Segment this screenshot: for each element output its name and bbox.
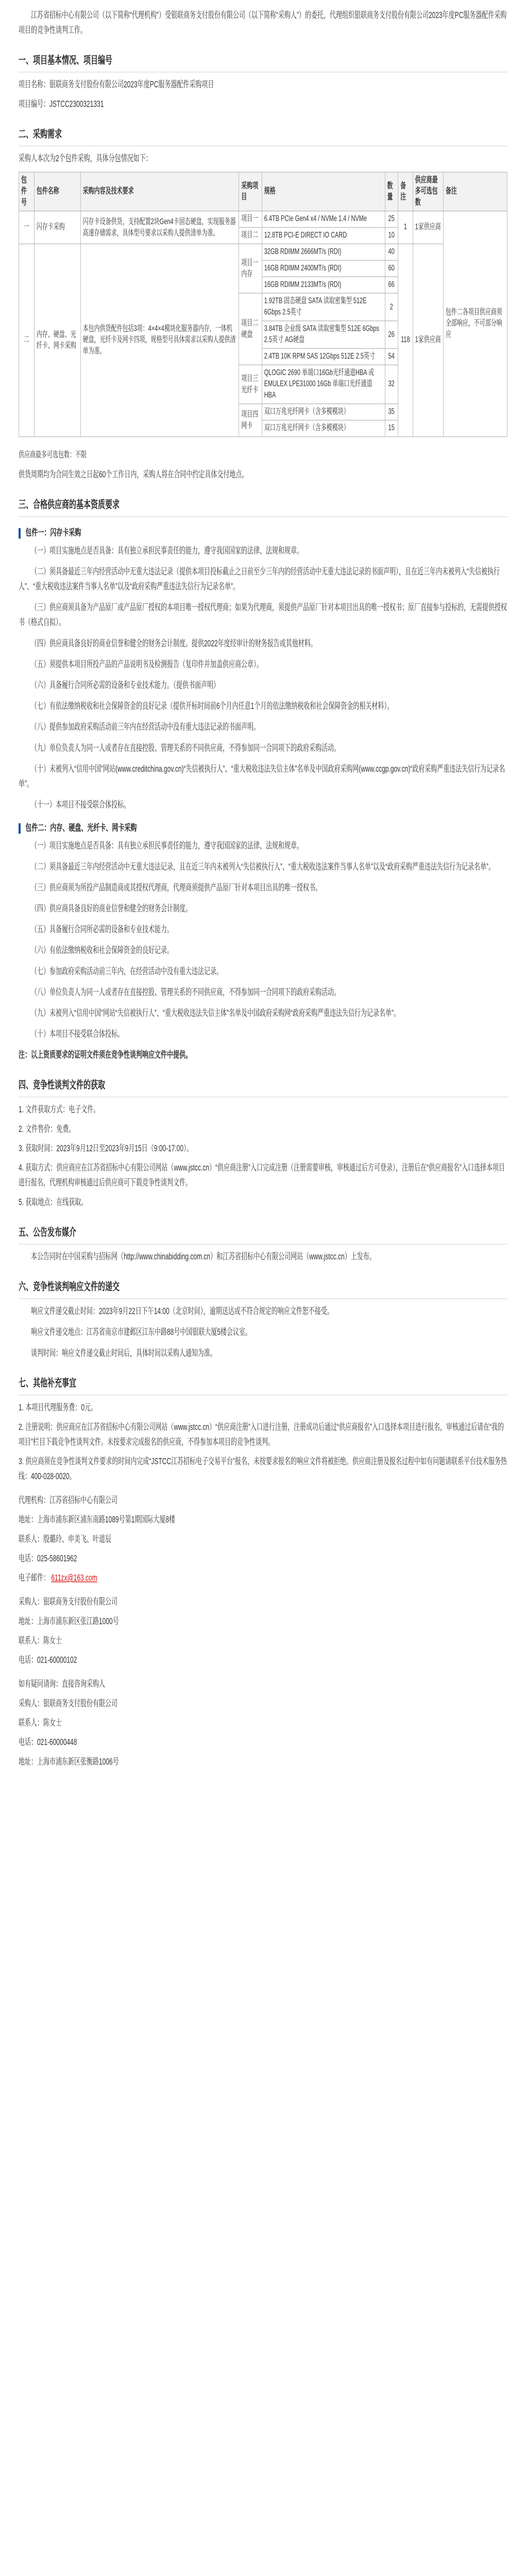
agent-people: 联系人：殷璐玲、申美飞、叶道辰 bbox=[19, 1533, 112, 1545]
col-pkg-name: 包件名称 bbox=[34, 172, 80, 211]
pkg2-req: （三）供应商须为所投产品制造商或其授权代理商，代理商须提供产品原厂针对本项目出具的唯一授权书。 bbox=[31, 882, 322, 893]
pkg1-req: （十）未被列入“信用中国”网站(www.creditchina.gov.cn)“失信被执行人”、“重大税收违法失信主体”名单及中国政府采购网(www.ccgp.gov.cn)“政府采购严重违法失信行为记录名单”。 bbox=[19, 763, 505, 789]
section-5-title bbox=[19, 1225, 507, 1245]
submission-item: 响应文件递交地点：江苏省南京市建邺区江东中路88号中国银联大厦5楼会议室。 bbox=[31, 1327, 252, 1337]
pkg2-req: （十）本项目不接受联合体投标。 bbox=[31, 1028, 124, 1039]
inquiry-buyer: 采购人：银联商务支付股份有限公司 bbox=[19, 1698, 118, 1709]
submission-item: 响应文件递交截止时间：2023年9月22日下午14:00（北京时间），逾期送达或不符合规定的响应文件恕不接受。 bbox=[31, 1306, 333, 1316]
cell-vendor-note: 1家供应商 bbox=[413, 244, 443, 436]
pkg1-req: （二）须具备最近三年内经营活动中无重大违法记录（提供本项目投标截止之日前至少三年内的经营活动中无重大违法记录的书面声明），且在近三年内未被列入“失信被执行人”、“重大税收违法案件当事人名单”以及“政府采购严重违法失信行为记录名单”。 bbox=[19, 566, 500, 592]
cell-description: 闪存卡设备供货，支持配置2块Gen4卡固态硬盘，实现服务器高速存储需求，具体型号要求以采购人提供清单为准。 bbox=[80, 211, 239, 244]
cell-qty: 26 bbox=[385, 321, 398, 349]
pkg1-req: （九）单位负责人为同一人或者存在直接控股、管理关系的不同供应商，不得参加同一合同项下的政府采购活动。 bbox=[31, 742, 341, 753]
col-remark: 备注 bbox=[443, 172, 507, 211]
cell-qty: 25 bbox=[385, 211, 398, 228]
table-row bbox=[19, 211, 507, 228]
pkg2-req: （九）未被列入“信用中国”网站“失信被执行人”、“重大税收违法失信主体”名单及中国政府采购网“政府采购严重违法失信行为记录名单”。 bbox=[31, 1008, 400, 1019]
cell-item: 项目一内存 bbox=[239, 244, 262, 293]
supplement-item: 1. 本项目代理服务费：0元。 bbox=[19, 1402, 97, 1413]
section-divider bbox=[19, 1298, 507, 1299]
col-max: 供应商最多可选包数 bbox=[413, 172, 443, 211]
qualification-notice: 注：以上资质要求的证明文件须在竞争性谈判响应文件中提供。 bbox=[19, 1049, 192, 1060]
pkg2-req: （八）单位负责人为同一人或者存在直接控股、管理关系的不同供应商，不得参加同一合同项下的政府采购活动。 bbox=[31, 987, 341, 997]
subtitle-marker bbox=[19, 823, 21, 834]
cell-item: 项目三光纤卡 bbox=[239, 365, 262, 403]
pkg2-req: （四）供应商具备良好的商业信誉和健全的财务会计制度。 bbox=[31, 903, 192, 914]
cell-item: 项目二 bbox=[239, 228, 262, 244]
cell-vendor-note: 1家供应商 bbox=[413, 211, 443, 244]
agent-address: 地址：上海市浦东新区浦东南路1089号第1期国际大厦8楼 bbox=[19, 1514, 176, 1525]
announcement-content bbox=[9, 0, 517, 1803]
intro-paragraph: 江苏省招标中心有限公司（以下简称“代理机构”）受银联商务支付股份有限公司（以下简称“采购人”）的委托，代理组织银联商务支付股份有限公司2023年度PC服务器配件采购项目的竞争性谈判工作。 bbox=[19, 9, 507, 36]
cell-qty: 40 bbox=[385, 244, 398, 260]
buyer-address: 地址：上海市浦东新区张江路1000号 bbox=[19, 1616, 119, 1626]
cell-pkg-number: 二 bbox=[19, 244, 35, 436]
acquisition-item: 3. 获取时间：2023年9月12日至2023年9月15日（9:00-17:00）。 bbox=[19, 1143, 193, 1154]
section-4-title-text: 四、竞争性谈判文件的获取 bbox=[19, 1078, 105, 1091]
section-4-title bbox=[19, 1077, 507, 1097]
supplement-item: 2. 注册说明：供应商应在江苏省招标中心有限公司网站（www.jstcc.cn）“供应商注册”入口进行注册，注册成功后通过“供应商报名”入口选择本项目进行报名，审核通过后请在“我的项目”栏目下载竞争性谈判文件。未按要求完成报名的供应商，不得参加本项目的竞争性谈判。 bbox=[19, 1421, 504, 1447]
cell-description: 本包内供货配件包括3项：4×4×4模块化服务器内存，一体机硬盘，光纤卡及网卡四项，规格型号具体需求以采购人提供清单为准。 bbox=[80, 244, 239, 436]
media-text: 本公告同时在中国采购与招标网（http://www.chinabidding.com.cn）和江苏省招标中心有限公司网站（www.jstcc.cn）上发布。 bbox=[31, 1251, 376, 1262]
supplement-item: 3. 供应商须在竞争性谈判文件要求的时间内完成“JSTCC江苏招标电子交易平台”报名，未按要求报名的响应文件将被拒绝。供应商注册及报名过程中如有问题请联系平台技术服务热线：400-028-0020。 bbox=[19, 1456, 507, 1482]
pkg1-subtitle-text: 包件一：闪存卡采购 bbox=[25, 527, 81, 538]
cell-qty: 54 bbox=[385, 348, 398, 365]
pkg1-req: （十一）本项目不接受联合体投标。 bbox=[31, 799, 130, 810]
footer-spacer bbox=[19, 1773, 507, 1788]
acquisition-item: 2. 文件售价：免费。 bbox=[19, 1123, 75, 1134]
section-divider bbox=[19, 516, 507, 517]
col-pkg-number: 包件号 bbox=[19, 172, 35, 211]
section-2-intro: 采购人本次为2个包件采购，具体分包情况如下： bbox=[19, 153, 152, 164]
col-qty: 数量 bbox=[385, 172, 398, 211]
section-2-title bbox=[19, 126, 507, 146]
subtitle-marker bbox=[19, 528, 21, 538]
pkg2-subtitle-text: 包件二：内存、硬盘、光纤卡、网卡采购 bbox=[25, 822, 137, 833]
cell-pkg-name: 内存、硬盘、光纤卡、网卡采购 bbox=[34, 244, 80, 436]
section-1-title-text: 一、项目基本情况、项目编号 bbox=[19, 54, 112, 66]
inquiry-phone: 电话：021-60000448 bbox=[19, 1737, 77, 1748]
section-3-title bbox=[19, 497, 507, 517]
cell-spec: 16GB RDIMM 2400MT/s (RDI) bbox=[262, 260, 385, 277]
agent-email-line bbox=[19, 1570, 507, 1585]
cell-item: 项目四网卡 bbox=[239, 404, 262, 437]
inquiry-title: 如有疑问请询：直接咨询采购人 bbox=[19, 1679, 106, 1689]
cell-qty: 32 bbox=[385, 365, 398, 403]
cell-qty: 15 bbox=[385, 420, 398, 437]
cell-qty: 60 bbox=[385, 260, 398, 277]
submission-item: 谈判时间：响应文件递交截止时间后，具体时间以采购人通知为准。 bbox=[31, 1347, 217, 1359]
cell-pkg-name: 闪存卡采购 bbox=[34, 211, 80, 244]
pkg1-req: （一）项目实施地点是否具备：具有独立承担民事责任的能力，遵守我国国家的法律、法规和规章。 bbox=[31, 545, 303, 556]
acquisition-item: 5. 获取地点：在线获取。 bbox=[19, 1196, 88, 1208]
pkg2-req: （一）项目实施地点是否具备：具有独立承担民事责任的能力，遵守我国国家的法律、法规和规章。 bbox=[31, 840, 303, 851]
section-2-tail: 供货周期均为合同生效之日起60个工作日内，采购人将在合同中约定具体交付地点。 bbox=[19, 469, 248, 480]
col-item: 采购项目 bbox=[239, 172, 262, 211]
cell-qty: 66 bbox=[385, 277, 398, 293]
pkg1-req: （三）供应商须具备为产品原厂或产品原厂授权的本项目唯一授权代理商；如果为代理商，须提供产品原厂针对本项目出具的唯一授权书；原厂直接参与投标的，无需提供授权书（格式自拟）。 bbox=[19, 602, 507, 628]
cell-spec: 1.92TB 固态硬盘 SATA 读取密集型 512E 6Gbps 2.5英寸 bbox=[262, 293, 385, 321]
section-6-title bbox=[19, 1279, 507, 1299]
inquiry-contact: 联系人：陈女士 bbox=[19, 1717, 62, 1728]
cell-spec: QLOGIC 2690 单端口16Gb光纤通道HBA 或 EMULEX LPE31000 16Gb 单端口光纤通道 HBA bbox=[262, 365, 385, 403]
pkg1-req: （八）提供参加政府采购活动前三年内在经营活动中没有重大违法记录的书面声明。 bbox=[31, 721, 260, 732]
cell-unit: 1 bbox=[398, 211, 413, 244]
pkg2-req: （七）参加政府采购活动前三年内，在经营活动中没有重大违法记录。 bbox=[31, 965, 223, 977]
buyer-people: 联系人：陈女士 bbox=[19, 1635, 62, 1646]
cell-item: 项目二硬盘 bbox=[239, 293, 262, 365]
pkg1-req: （四）供应商具备良好的商业信誉和健全的财务会计制度。提供2022年度经审计的财务报告或其他材料。 bbox=[31, 638, 317, 649]
requirements-table bbox=[19, 172, 507, 437]
cell-spec: 2.4TB 10K RPM SAS 12Gbps 512E 2.5英寸 bbox=[262, 348, 385, 365]
buyer-title: 采购人：银联商务支付股份有限公司 bbox=[19, 1596, 118, 1607]
max-count-note: 供应商最多可选包数：不限 bbox=[19, 450, 87, 460]
cell-qty: 10 bbox=[385, 228, 398, 244]
cell-spec: 6.4TB PCIe Gen4 x4 / NVMe 1.4 / NVMe bbox=[262, 211, 385, 228]
cell-spec: 16GB RDIMM 2133MT/s (RDI) bbox=[262, 277, 385, 293]
section-7-title-text: 七、其他补充事宜 bbox=[19, 1377, 76, 1389]
col-note: 备注 bbox=[398, 172, 413, 211]
project-code-line: 项目编号：JSTCC2300321331 bbox=[19, 98, 104, 109]
col-description: 采购内容及技术要求 bbox=[80, 172, 239, 211]
pkg2-req: （六）有依法缴纳税收和社会保障资金的良好记录。 bbox=[31, 945, 174, 956]
col-spec: 规格 bbox=[262, 172, 385, 211]
table-row bbox=[19, 244, 507, 260]
pkg2-req: （五）具备履行合同所必需的设备和专业技术能力。 bbox=[31, 924, 174, 935]
pkg1-subtitle bbox=[19, 526, 507, 539]
cell-spec: 3.84TB 企业级 SATA 读取密集型 512E 6Gbps 2.5英寸 AG硬盘 bbox=[262, 321, 385, 349]
requirements-table-header bbox=[19, 172, 507, 211]
buyer-phone: 电话：021-60000102 bbox=[19, 1654, 77, 1666]
cell-qty: 2 bbox=[385, 293, 398, 321]
pkg1-req: （六）具备履行合同所必需的设备和专业技术能力。（提供书面声明） bbox=[31, 680, 220, 690]
cell-item: 项目一 bbox=[239, 211, 262, 228]
acquisition-item: 1. 文件获取方式：电子文件。 bbox=[19, 1104, 100, 1115]
inquiry-address: 地址：上海市浦东新区张衡路1006号 bbox=[19, 1756, 119, 1767]
agent-email-link[interactable]: 611zx@163.com bbox=[51, 1572, 97, 1583]
section-5-title-text: 五、公告发布媒介 bbox=[19, 1226, 76, 1238]
pkg1-req: （七）有依法缴纳税收和社会保障资金的良好记录（提供开标时间前6个月内任意1个月的依法缴纳税收和社会保障资金的相关材料）。 bbox=[31, 701, 394, 711]
pkg2-req: （二）须具备最近三年内经营活动中无重大违法记录，且在近三年内未被列入“失信被执行人”、“重大税收违法案件当事人名单”以及“政府采购严重违法失信行为记录名单”。 bbox=[31, 861, 495, 872]
cell-spec: 双口万兆光纤网卡（含多模模块） bbox=[262, 420, 385, 437]
cell-spec: 双口万兆光纤网卡（含多模模块） bbox=[262, 404, 385, 420]
cell-remark-merged: 包件二各项目供应商须全部响应，不可部分响应 bbox=[443, 211, 507, 437]
cell-pkg-number: 一 bbox=[19, 211, 35, 244]
pkg1-req: （五）须提供本项目所投产品的产品说明书及检测报告（复印件并加盖供应商公章）。 bbox=[31, 658, 263, 670]
project-name-line: 项目名称：银联商务支付股份有限公司2023年度PC服务器配件采购项目 bbox=[19, 79, 214, 90]
cell-qty: 35 bbox=[385, 404, 398, 420]
agent-email-label: 电子邮件： bbox=[19, 1572, 50, 1583]
cell-spec: 32GB RDIMM 2666MT/s (RDI) bbox=[262, 244, 385, 260]
section-3-title-text: 三、合格供应商的基本资质要求 bbox=[19, 498, 120, 511]
cell-unit: 118 bbox=[398, 244, 413, 436]
agent-phone: 电话：025-58601962 bbox=[19, 1553, 77, 1564]
acquisition-item: 4. 获取方式：供应商应在江苏省招标中心有限公司网站（www.jstcc.cn）“供应商注册”入口完成注册（注册需要审核，审核通过后方可登录），注册后在“供应商报名”入口选择本项目进行报名，代理机构审核通过后供应商可下载竞争性谈判文件。 bbox=[19, 1162, 505, 1188]
section-1-title bbox=[19, 53, 507, 73]
agent-title: 代理机构：江苏省招标中心有限公司 bbox=[19, 1495, 118, 1505]
section-2-title-text: 二、采购需求 bbox=[19, 127, 62, 140]
cell-spec: 12.8TB PCI-E DIRECT IO CARD bbox=[262, 228, 385, 244]
pkg2-subtitle bbox=[19, 821, 507, 834]
section-6-title-text: 六、竞争性谈判响应文件的递交 bbox=[19, 1280, 120, 1293]
section-7-title bbox=[19, 1375, 507, 1395]
